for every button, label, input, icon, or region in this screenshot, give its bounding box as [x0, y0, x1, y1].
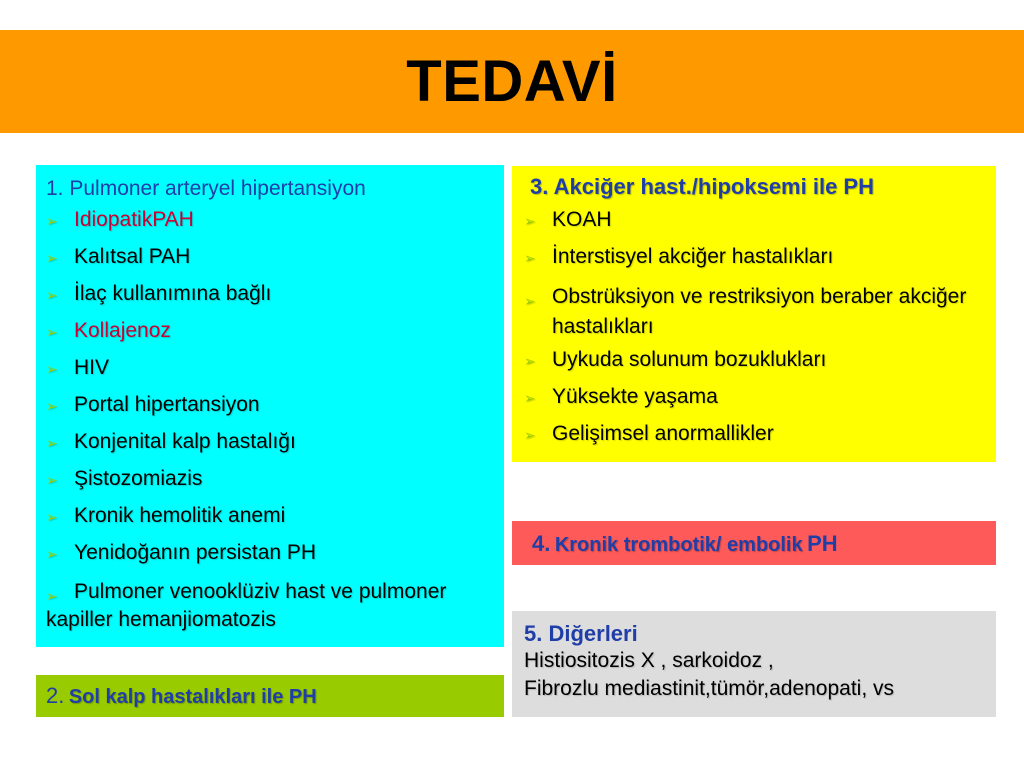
list-item: ➢ Şistozomiazis — [46, 467, 203, 490]
chevron-right-icon: ➢ — [46, 324, 58, 340]
group-2-number: 2. — [46, 683, 65, 708]
list-item: ➢ IdiopatikPAH — [46, 208, 194, 231]
list-item: ➢ Gelişimsel anormallikler — [524, 422, 774, 445]
group-2-label: Sol kalp hastalıkları ile PH — [68, 686, 317, 708]
group-3-box — [512, 166, 996, 462]
chevron-right-icon: ➢ — [524, 250, 536, 266]
list-item: ➢ HIV — [46, 356, 110, 379]
list-item: ➢ İnterstisyel akciğer hastalıkları — [524, 245, 834, 268]
chevron-right-icon: ➢ — [524, 353, 536, 369]
group-3-heading: 3. Akciğer hast./hipoksemi ile PH — [530, 174, 874, 199]
group-4-number: 4. — [532, 531, 551, 556]
page-title: TEDAVİ — [406, 49, 618, 114]
list-item: ➢ Obstrüksiyon ve restriksiyon beraber akciğer hastalıkları — [524, 285, 967, 338]
chevron-right-icon: ➢ — [46, 398, 58, 414]
list-item: ➢ Konjenital kalp hastalığı — [46, 430, 296, 453]
list-item: ➢ Yenidoğanın persistan PH — [46, 541, 317, 564]
chevron-right-icon: ➢ — [46, 250, 58, 266]
list-item: ➢ Pulmoner venooklüziv hast ve pulmoner kapiller hemanjiomatozis — [46, 580, 447, 631]
chevron-right-icon: ➢ — [524, 213, 536, 229]
chevron-right-icon: ➢ — [46, 588, 58, 604]
chevron-right-icon: ➢ — [524, 390, 536, 406]
group-1-heading: 1. Pulmoner arteryel hipertansiyon — [46, 177, 366, 200]
list-item: ➢ KOAH — [524, 208, 612, 231]
list-item: ➢ İlaç kullanımına bağlı — [46, 282, 272, 305]
chevron-right-icon: ➢ — [524, 293, 536, 309]
group-1-box — [36, 165, 504, 647]
chevron-right-icon: ➢ — [46, 546, 58, 562]
group-2-box — [36, 675, 504, 717]
list-item: ➢ Yüksekte yaşama — [524, 385, 718, 408]
chevron-right-icon: ➢ — [46, 287, 58, 303]
group-4-suffix: PH — [807, 531, 838, 556]
chevron-right-icon: ➢ — [46, 435, 58, 451]
chevron-right-icon: ➢ — [524, 427, 536, 443]
group-5-line-2: Fibrozlu mediastinit,tümör,adenopati, vs — [524, 677, 895, 700]
group-1-list — [46, 208, 496, 634]
list-item: ➢ Kronik hemolitik anemi — [46, 504, 286, 527]
group-5-line-1: Histiositozis X , sarkoidoz , — [524, 649, 774, 672]
list-item: ➢ Portal hipertansiyon — [46, 393, 260, 416]
group-3-list — [524, 208, 988, 446]
list-item: ➢ Kollajenoz — [46, 319, 171, 342]
chevron-right-icon: ➢ — [46, 472, 58, 488]
chevron-right-icon: ➢ — [46, 213, 58, 229]
list-item: ➢ Uykuda solunum bozuklukları — [524, 348, 827, 371]
chevron-right-icon: ➢ — [46, 509, 58, 525]
group-5-heading: 5. Diğerleri — [524, 621, 638, 646]
chevron-right-icon: ➢ — [46, 361, 58, 377]
list-item: ➢ Kalıtsal PAH — [46, 245, 191, 268]
group-4-label: Kronik trombotik/ embolik — [554, 534, 803, 556]
title-bar — [0, 30, 1024, 133]
group-5-box — [512, 611, 996, 717]
group-4-box — [512, 521, 996, 565]
